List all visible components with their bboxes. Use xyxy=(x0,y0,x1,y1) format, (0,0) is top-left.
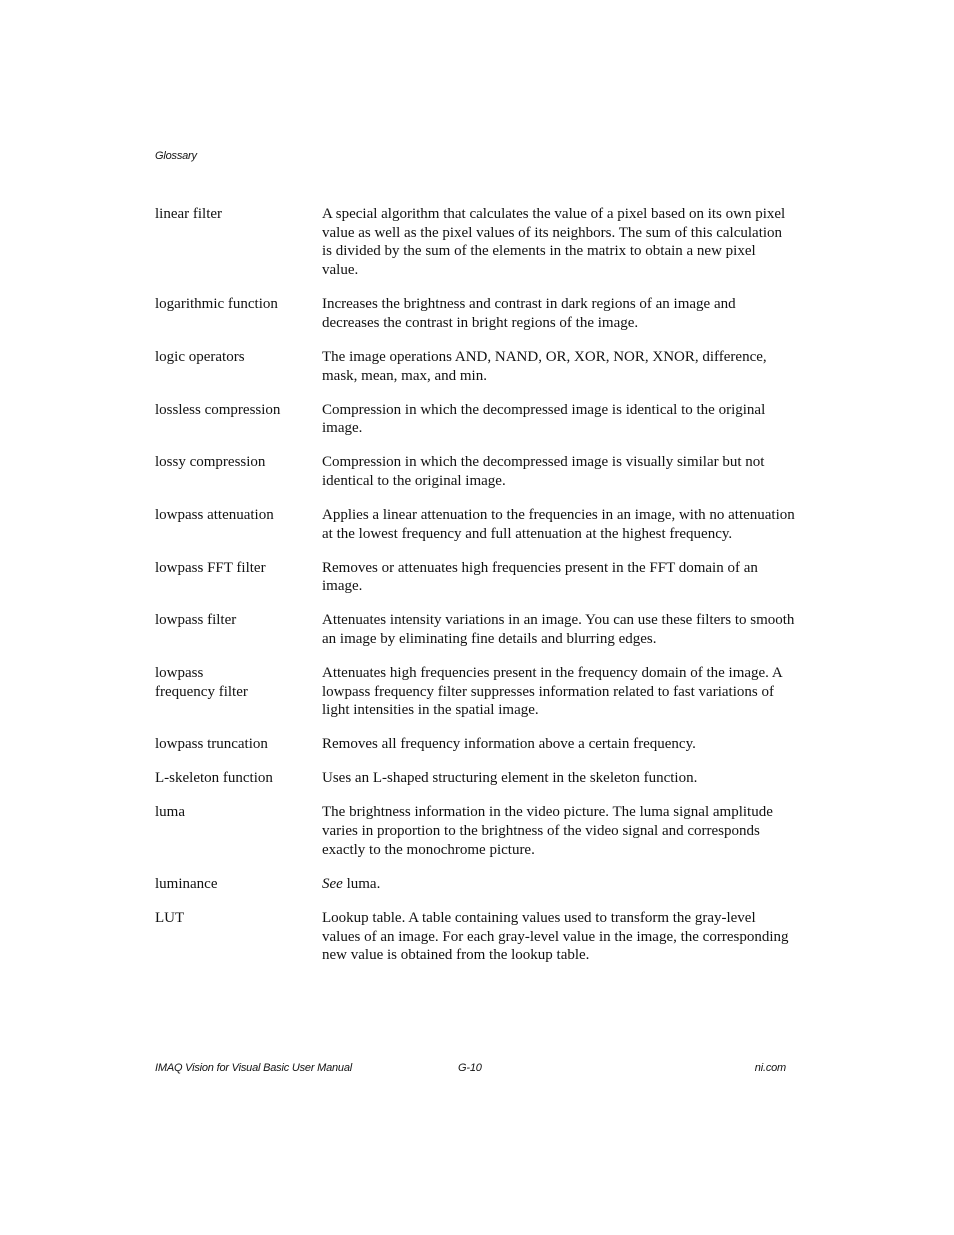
glossary-definition: Removes all frequency information above a certain frequency. xyxy=(322,736,696,753)
glossary-entry xyxy=(155,348,795,385)
glossary-term: lossy compression xyxy=(155,454,266,471)
glossary-term-line: frequency filter xyxy=(155,683,248,700)
glossary-term: LUT xyxy=(155,909,185,926)
glossary-definition: Applies a linear attenuation to the frequencies in an image, with no attenuation at the lowest frequency and full attenuation at the highest frequency. xyxy=(322,506,795,542)
glossary-definition: The brightness information in the video picture. The luma signal amplitude varies in proportion to the brightness of the video signal and corresponds exactly to the monochrome picture. xyxy=(322,804,773,858)
footer-manual-title: IMAQ Vision for Visual Basic User Manual xyxy=(155,1062,353,1074)
glossary-definition: Increases the brightness and contrast in dark regions of an image and decreases the contrast in bright regions of the image. xyxy=(322,296,736,331)
glossary-definition: Attenuates high frequencies present in the frequency domain of the image. A lowpass frequency filter suppresses information related to fast variations of light intensities in the spatial image. xyxy=(322,665,782,719)
glossary-definition: Compression in which the decompressed image is visually similar but not identical to the original image. xyxy=(322,454,765,489)
glossary-entry xyxy=(155,803,795,859)
glossary-entry xyxy=(155,735,795,754)
see-reference-label: See xyxy=(322,875,343,892)
glossary-term: logarithmic function xyxy=(155,296,278,313)
glossary-entry xyxy=(155,769,795,788)
glossary-entry xyxy=(155,453,795,490)
glossary-entry xyxy=(155,506,795,543)
glossary-definition: Compression in which the decompressed image is identical to the original image. xyxy=(322,401,766,437)
glossary-entry xyxy=(155,664,795,720)
glossary-list xyxy=(155,205,795,980)
glossary-definition: Removes or attenuates high frequencies present in the FFT domain of an image. xyxy=(322,559,758,595)
glossary-term: lossless compression xyxy=(155,401,281,418)
glossary-definition: The image operations AND, NAND, OR, XOR, NOR, XNOR, difference, mask, mean, max, and min. xyxy=(322,348,767,384)
glossary-term: lowpass attenuation xyxy=(155,506,274,523)
glossary-entry xyxy=(155,205,795,280)
glossary-definition: Attenuates intensity variations in an image. You can use these filters to smooth an image by eliminating fine details and blurring edges. xyxy=(322,612,795,648)
glossary-definition xyxy=(322,875,795,894)
glossary-entry xyxy=(155,611,795,648)
glossary-term: linear filter xyxy=(155,206,223,222)
glossary-definition: Lookup table. A table containing values used to transform the gray-level values of an image. For each gray-level value in the image, the corresponding new value is obtained from the lookup table. xyxy=(322,909,789,964)
glossary-term: lowpass FFT filter xyxy=(155,559,266,576)
glossary-definition: A special algorithm that calculates the value of a pixel based on its own pixel value as well as the pixel values of its neighbors. The sum of this calculation is divided by the sum of the elements in the matrix to obtain a new pixel value. xyxy=(322,206,786,279)
glossary-term: luminance xyxy=(155,875,218,892)
footer-page-number: G-10 xyxy=(458,1062,482,1074)
glossary-entry xyxy=(155,295,795,332)
glossary-entry xyxy=(155,909,795,965)
glossary-term: L-skeleton function xyxy=(155,770,273,787)
glossary-term: lowpass filter xyxy=(155,612,237,629)
glossary-entry xyxy=(155,875,795,894)
see-reference-target: luma. xyxy=(342,875,381,892)
glossary-term xyxy=(155,664,322,720)
glossary-term: lowpass truncation xyxy=(155,736,268,753)
glossary-term: logic operators xyxy=(155,348,245,365)
glossary-term: luma xyxy=(155,804,185,821)
footer-website: ni.com xyxy=(754,1062,786,1074)
glossary-definition: Uses an L-shaped structuring element in the skeleton function. xyxy=(322,770,698,787)
glossary-entry xyxy=(155,401,795,438)
glossary-term-line: lowpass xyxy=(155,665,204,682)
glossary-entry xyxy=(155,559,795,596)
running-head: Glossary xyxy=(155,150,197,162)
